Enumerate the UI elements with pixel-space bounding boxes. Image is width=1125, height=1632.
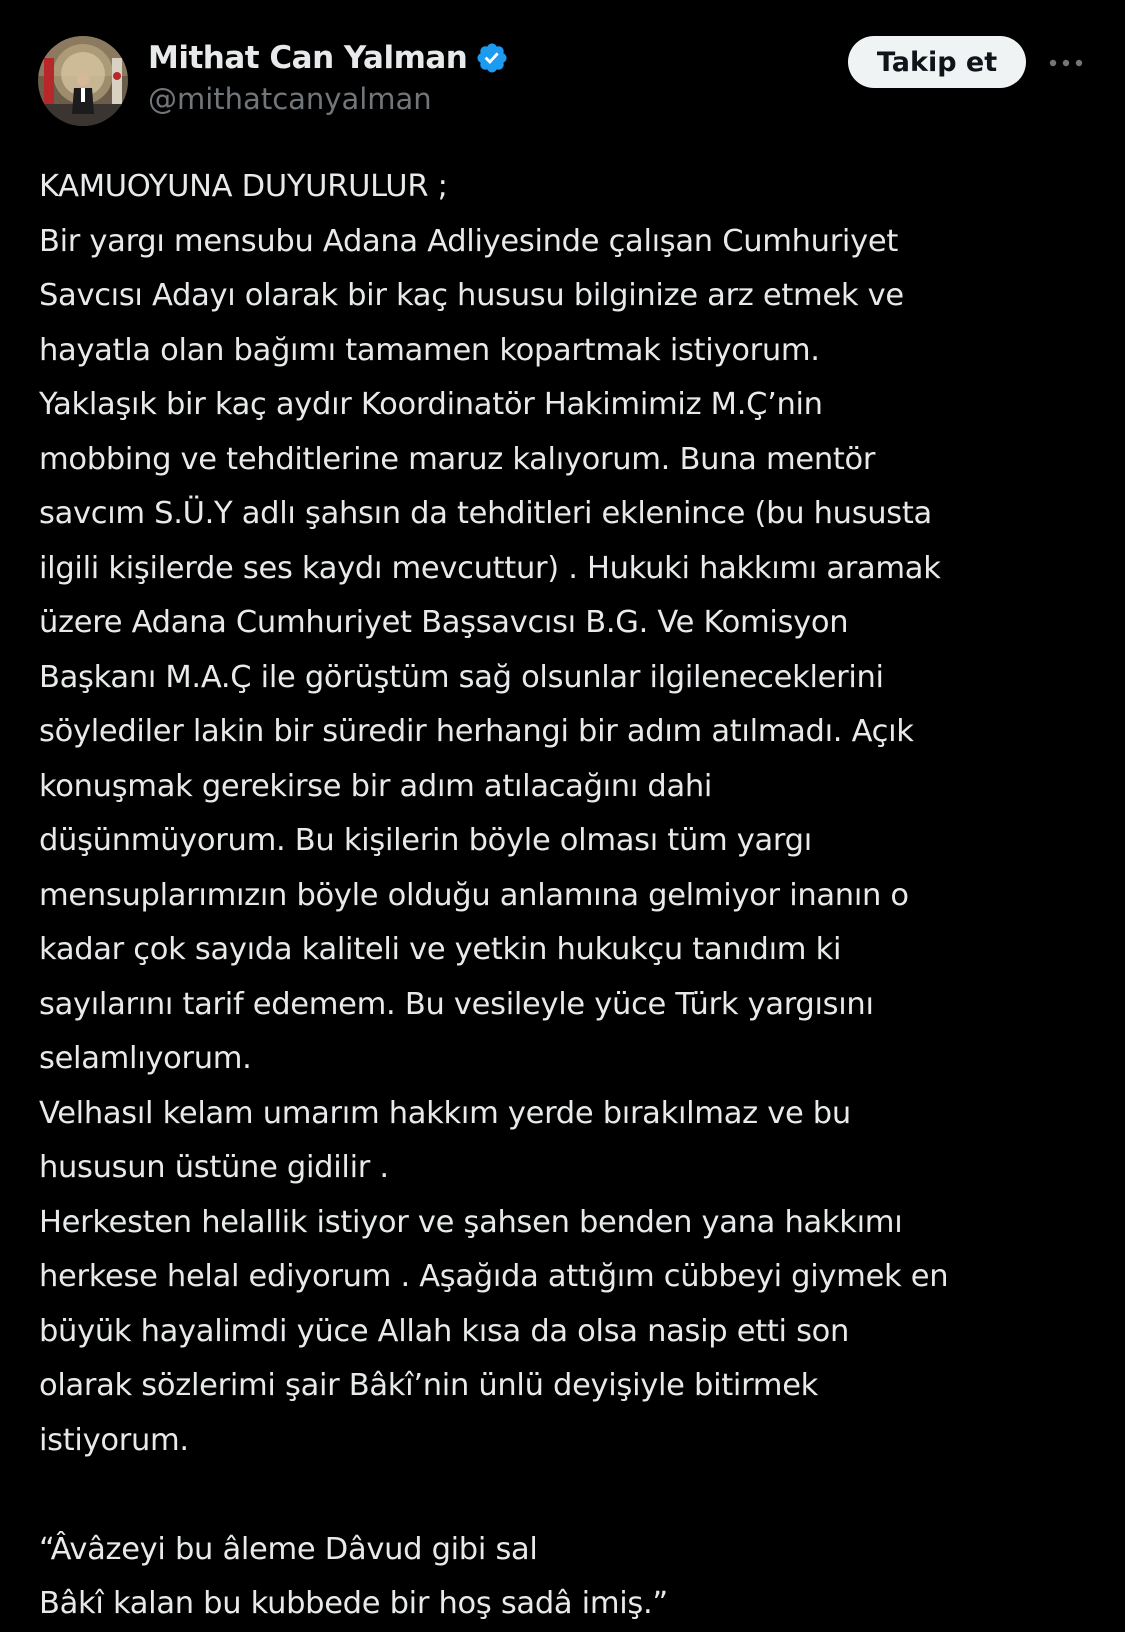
tweet-line: savcım S.Ü.Y adlı şahsın da tehditleri eklenince (bu hususta: [39, 496, 932, 531]
profile-photo-icon: [38, 36, 128, 126]
tweet-line: hususun üstüne gidilir .: [39, 1150, 389, 1185]
follow-button[interactable]: Takip et: [848, 36, 1026, 88]
tweet-line: Savcısı Adayı olarak bir kaç hususu bilginize arz etmek ve: [39, 278, 904, 313]
avatar[interactable]: [38, 36, 128, 126]
tweet-line: olarak sözlerimi şair Bâkî’nin ünlü deyişiyle bitirmek: [39, 1368, 819, 1403]
tweet-line: istiyorum.: [39, 1422, 189, 1458]
tweet-line: mobbing ve tehditlerine maruz kalıyorum. Buna mentör: [39, 441, 876, 477]
tweet-line: konuşmak gerekirse bir adım atılacağını dahi: [39, 768, 713, 804]
tweet-line: sayılarını tarif edemem. Bu vesileyle yüce Türk yargısını: [39, 986, 874, 1022]
tweet-line: selamlıyorum.: [39, 1041, 252, 1076]
author-handle[interactable]: @mithatcanyalman: [148, 82, 432, 116]
tweet-line: söylediler lakin bir süredir herhangi bir adım atılmadı. Açık: [39, 714, 914, 749]
author-name-row: [148, 36, 509, 80]
author-display-name[interactable]: Mithat Can Yalman: [148, 40, 468, 76]
tweet-line: büyük hayalimdi yüce Allah kısa da olsa nasip etti son: [39, 1313, 850, 1349]
tweet-line: mensuplarımızın böyle olduğu anlamına gelmiyor inanın o: [39, 877, 909, 913]
tweet-quote-line: “Âvâzeyi bu âleme Dâvud gibi sal: [39, 1531, 538, 1567]
tweet-header: [0, 0, 1125, 140]
tweet-line: Herkesten helallik istiyor ve şahsen benden yana hakkımı: [39, 1204, 903, 1240]
verified-badge-icon: [475, 41, 509, 75]
tweet-line: Başkanı M.A.Ç ile görüştüm sağ olsunlar ilgileneceklerini: [39, 659, 884, 695]
tweet-text: [39, 160, 1109, 1632]
tweet-line: kadar çok sayıda kaliteli ve yetkin hukukçu tanıdım ki: [39, 932, 842, 967]
tweet-line: Yaklaşık bir kaç aydır Koordinatör Hakimimiz M.Ç’nin: [39, 387, 823, 422]
tweet-line: düşünmüyorum. Bu kişilerin böyle olması tüm yargı: [39, 823, 812, 858]
tweet-line: Velhasıl kelam umarım hakkım yerde bırakılmaz ve bu: [39, 1095, 851, 1131]
tweet-blank-line: [39, 1468, 1109, 1523]
tweet-line: Bir yargı mensubu Adana Adliyesinde çalışan Cumhuriyet: [39, 223, 898, 259]
ellipsis-icon[interactable]: [1044, 46, 1088, 80]
tweet-line: üzere Adana Cumhuriyet Başsavcısı B.G. Ve Komisyon: [39, 605, 849, 640]
tweet-line: KAMUOYUNA DUYURULUR ;: [39, 169, 448, 204]
tweet-line: hayatla olan bağımı tamamen kopartmak istiyorum.: [39, 332, 820, 368]
tweet-quote-line: Bâkî kalan bu kubbede bir hoş sadâ imiş.”: [39, 1586, 668, 1621]
tweet-line: ilgili kişilerde ses kaydı mevcuttur) . Hukuki hakkımı aramak: [39, 550, 941, 586]
tweet-line: herkese helal ediyorum . Aşağıda attığım cübbeyi giymek en: [39, 1259, 949, 1294]
